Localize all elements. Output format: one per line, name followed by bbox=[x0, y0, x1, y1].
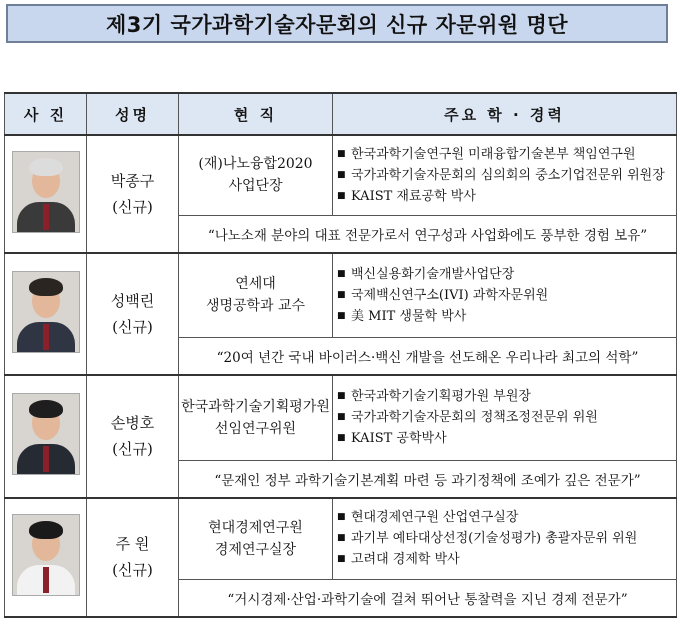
member-name: 손병호 bbox=[110, 414, 155, 433]
title-banner bbox=[6, 4, 668, 43]
member-name-cell bbox=[87, 375, 179, 498]
square-bullet-icon: ■ bbox=[337, 554, 346, 565]
member-career-cell bbox=[333, 135, 677, 215]
portrait-hair bbox=[29, 278, 63, 296]
career-text: 현대경제연구원 산업연구실장 bbox=[351, 510, 519, 526]
member-name-cell bbox=[87, 498, 179, 618]
photo-cell bbox=[5, 498, 87, 618]
member-career-cell bbox=[333, 375, 677, 460]
career-item bbox=[337, 144, 676, 165]
career-list bbox=[337, 386, 676, 449]
career-item bbox=[337, 165, 676, 186]
position-line: 생명공학과 교수 bbox=[205, 298, 306, 315]
portrait-tie bbox=[43, 567, 49, 593]
career-item bbox=[337, 528, 676, 549]
career-item bbox=[337, 507, 676, 528]
member-name: 주 원 bbox=[115, 535, 150, 554]
square-bullet-icon: ■ bbox=[337, 268, 346, 279]
portrait-hair bbox=[29, 521, 63, 539]
header-career: 주요 학 · 경력 bbox=[333, 93, 677, 135]
member-position-cell bbox=[179, 253, 333, 338]
member-name-cell bbox=[87, 135, 179, 253]
header-photo: 사 진 bbox=[5, 93, 87, 135]
career-list bbox=[337, 264, 676, 327]
portrait-tie bbox=[43, 446, 49, 472]
member-position-cell bbox=[179, 498, 333, 580]
career-text: KAIST 공학박사 bbox=[351, 431, 447, 447]
career-item bbox=[337, 285, 676, 306]
member-career-cell bbox=[333, 498, 677, 580]
page-title: 제3기 국가과학기술자문회의 신규 자문위원 명단 bbox=[105, 12, 569, 37]
career-text: 한국과학기술기획평가원 부원장 bbox=[351, 389, 531, 405]
member-status: (신규) bbox=[112, 440, 153, 459]
square-bullet-icon: ■ bbox=[337, 169, 346, 180]
member-quote: “20여 년간 국내 바이러스·백신 개발을 선도해온 우리나라 최고의 석학” bbox=[179, 338, 677, 376]
member-status: (신규) bbox=[112, 317, 153, 336]
member-name: 성백린 bbox=[110, 291, 155, 310]
member-position-cell bbox=[179, 135, 333, 215]
table-row bbox=[5, 135, 677, 215]
photo-cell bbox=[5, 135, 87, 253]
position-line: 경제연구실장 bbox=[214, 541, 297, 558]
career-item bbox=[337, 386, 676, 407]
advisor-table bbox=[4, 92, 677, 618]
header-position: 현 직 bbox=[179, 93, 333, 135]
header-name: 성명 bbox=[87, 93, 179, 135]
member-status: (신규) bbox=[112, 561, 153, 580]
position-line: (재)나노융합2020 bbox=[198, 156, 313, 173]
table-row bbox=[5, 375, 677, 460]
square-bullet-icon: ■ bbox=[337, 533, 346, 544]
portrait-tie bbox=[43, 324, 49, 350]
portrait-tie bbox=[43, 204, 49, 230]
career-item bbox=[337, 306, 676, 327]
career-text: 한국과학기술연구원 미래융합기술본부 책임연구원 bbox=[351, 146, 636, 162]
member-quote: “나노소재 분야의 대표 전문가로서 연구성과 사업화에도 풍부한 경험 보유” bbox=[179, 215, 677, 253]
member-quote: “문재인 정부 과학기술기본계획 마련 등 과기정책에 조예가 깊은 전문가” bbox=[179, 460, 677, 498]
member-career-cell bbox=[333, 253, 677, 338]
member-name: 박종구 bbox=[110, 171, 155, 190]
portrait-photo bbox=[12, 514, 80, 596]
position-line: 연세대 bbox=[235, 276, 276, 293]
member-name-cell bbox=[87, 253, 179, 376]
table-row bbox=[5, 498, 677, 580]
career-text: 美 MIT 생물학 박사 bbox=[351, 308, 467, 324]
career-text: 고려대 경제학 박사 bbox=[351, 552, 460, 568]
member-status: (신규) bbox=[112, 197, 153, 216]
career-text: 국가과학기술자문회의 정책조정전문위 위원 bbox=[351, 410, 598, 426]
career-list bbox=[337, 507, 676, 570]
square-bullet-icon: ■ bbox=[337, 433, 346, 444]
table-body bbox=[5, 135, 677, 617]
table-row bbox=[5, 253, 677, 338]
career-item bbox=[337, 549, 676, 570]
career-item bbox=[337, 428, 676, 449]
portrait-photo bbox=[12, 151, 80, 233]
square-bullet-icon: ■ bbox=[337, 289, 346, 300]
portrait-photo bbox=[12, 271, 80, 353]
photo-cell bbox=[5, 253, 87, 376]
position-line: 선임연구위원 bbox=[214, 420, 297, 437]
square-bullet-icon: ■ bbox=[337, 148, 346, 159]
member-position-cell bbox=[179, 375, 333, 460]
position-line: 사업단장 bbox=[228, 178, 283, 195]
portrait-hair bbox=[29, 158, 63, 176]
member-quote: “거시경제·산업·과학기술에 걸쳐 뛰어난 통찰력을 지닌 경제 전문가” bbox=[179, 580, 677, 618]
portrait-hair bbox=[29, 400, 63, 418]
square-bullet-icon: ■ bbox=[337, 391, 346, 402]
career-list bbox=[337, 144, 676, 207]
square-bullet-icon: ■ bbox=[337, 190, 346, 201]
career-item bbox=[337, 264, 676, 285]
portrait-photo bbox=[12, 393, 80, 475]
career-text: KAIST 재료공학 박사 bbox=[351, 188, 476, 204]
career-text: 국제백신연구소(IVI) 과학자문위원 bbox=[351, 287, 549, 303]
table-header-row bbox=[5, 93, 677, 135]
square-bullet-icon: ■ bbox=[337, 310, 346, 321]
career-text: 백신실용화기술개발사업단장 bbox=[351, 266, 515, 282]
career-item bbox=[337, 186, 676, 207]
career-text: 과기부 예타대상선정(기술성평가) 총괄자문위 위원 bbox=[351, 531, 638, 547]
square-bullet-icon: ■ bbox=[337, 412, 346, 423]
career-text: 국가과학기술자문회의 심의회의 중소기업전문위 위원장 bbox=[351, 167, 665, 183]
position-line: 한국과학기술기획평가원 bbox=[181, 398, 330, 415]
career-item bbox=[337, 407, 676, 428]
position-line: 현대경제연구원 bbox=[208, 519, 303, 536]
photo-cell bbox=[5, 375, 87, 498]
square-bullet-icon: ■ bbox=[337, 512, 346, 523]
